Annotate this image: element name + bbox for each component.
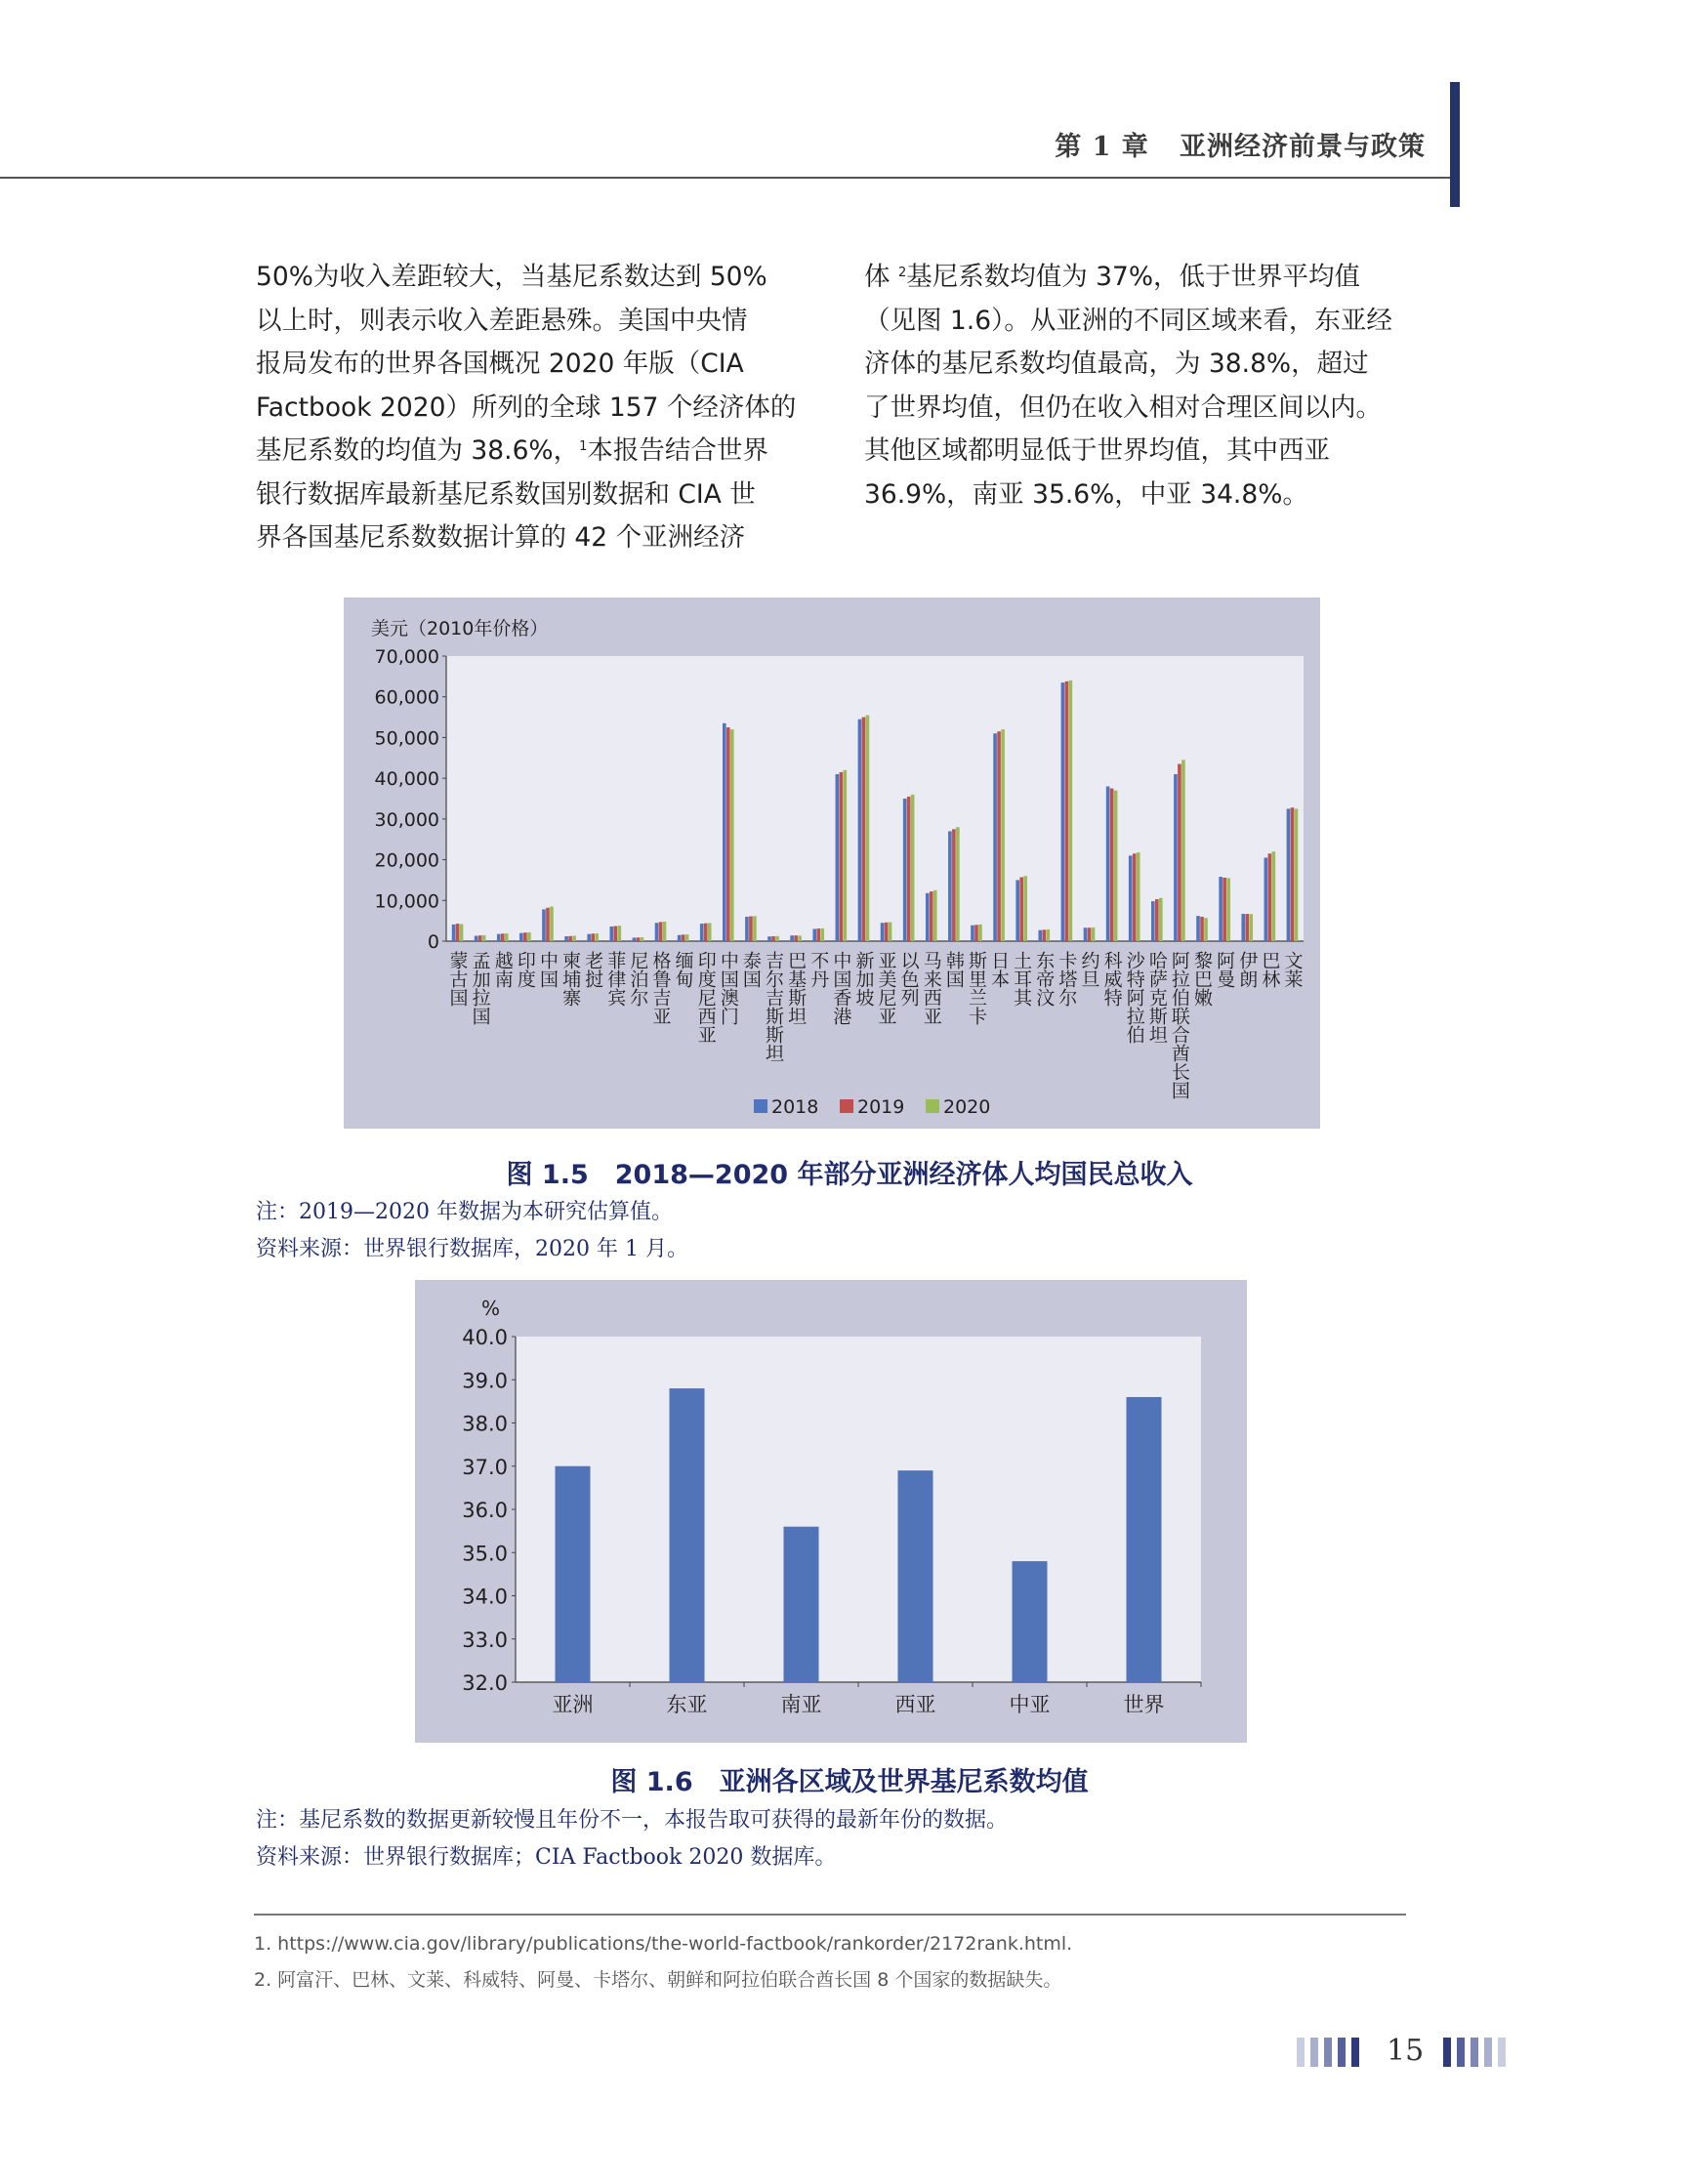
x-tick-label: 黎巴嫩 [1191, 951, 1214, 1007]
x-tick-label: 柬埔寨 [559, 951, 582, 1007]
stripe [1338, 2038, 1346, 2067]
bar-2020 [1046, 929, 1050, 941]
text-line: Factbook 2020）所列的全球 157 个经济体的 [256, 391, 797, 423]
bar-2020 [730, 729, 734, 941]
bar-2018 [564, 936, 568, 941]
text-line: 银行数据库最新基尼系数国别数据和 CIA 世 [256, 478, 756, 510]
stripe [1324, 2038, 1332, 2067]
y-tick-label: 30,000 [374, 808, 439, 831]
bar-2018 [903, 799, 907, 941]
bar-2018 [971, 926, 974, 941]
x-tick-label: 世界 [1123, 1693, 1165, 1716]
bar-2018 [881, 923, 885, 941]
y-tick-label: 32.0 [462, 1671, 508, 1695]
bar-2020 [911, 795, 915, 941]
y-tick-label: 37.0 [462, 1455, 508, 1479]
y-tick-label: 20,000 [374, 849, 439, 872]
bar-2020 [775, 936, 779, 941]
figure-1-5-caption: 图 1.5 2018—2020 年部分亚洲经济体人均国民总收入 [506, 1160, 1193, 1190]
text-fragment: 体 [864, 262, 891, 292]
x-tick-label: 阿拉伯联合酋长国 [1168, 951, 1190, 1099]
bar-2020 [1092, 927, 1096, 941]
bar-2020 [708, 923, 712, 941]
bar-2020 [641, 937, 644, 941]
x-tick-label: 中国 [536, 951, 559, 988]
bar-2019 [568, 936, 572, 941]
figure-1-5-source: 资料来源：世界银行数据库，2020 年 1 月。 [256, 1237, 688, 1261]
x-tick-label: 吉尔吉斯斯坦 [763, 951, 785, 1062]
bar-2020 [572, 936, 576, 941]
bar-2019 [478, 935, 482, 941]
bar-2020 [889, 923, 892, 941]
x-tick-label: 土耳其 [1011, 951, 1033, 1007]
stripe [1297, 2038, 1305, 2067]
bar-2018 [1287, 808, 1291, 941]
bar-2018 [452, 925, 456, 941]
bar-2019 [456, 924, 460, 941]
x-tick-label: 南亚 [780, 1693, 822, 1716]
y-tick-label: 36.0 [462, 1499, 508, 1522]
bar-2019 [1110, 789, 1114, 941]
y-tick-label: 34.0 [462, 1585, 508, 1609]
text-line: （见图 1.6）。从亚洲的不同区域来看，东亚经 [864, 305, 1392, 336]
y-tick-label: 10,000 [374, 890, 439, 913]
bar-2020 [1137, 852, 1140, 941]
stripe [1351, 2038, 1359, 2067]
bar-2019 [1042, 929, 1046, 941]
bar-2018 [633, 937, 637, 941]
bar-2020 [460, 924, 464, 941]
x-tick-label: 中亚 [1009, 1693, 1051, 1716]
text-fragment: 本报告结合世界 [587, 435, 768, 466]
y-tick-label: 0 [427, 931, 439, 953]
figure-1-6-caption: 图 1.6 亚洲各区域及世界基尼系数均值 [610, 1767, 1089, 1797]
bar-2020 [933, 890, 937, 941]
bar-2018 [790, 935, 794, 941]
bar-2018 [1015, 880, 1019, 941]
bar-2020 [753, 916, 757, 941]
bar-2019 [816, 928, 820, 941]
stripe [1498, 2038, 1506, 2067]
bar-2019 [930, 891, 933, 941]
bar-2019 [974, 925, 978, 941]
x-tick-label: 以色列 [897, 951, 920, 1007]
bar-2018 [1038, 930, 1042, 941]
bar-2018 [1084, 927, 1088, 941]
bar-2020 [685, 934, 689, 941]
footnote-ref-1[interactable]: 1 [579, 439, 588, 454]
bar-2019 [1200, 917, 1204, 941]
x-tick-label: 巴基斯坦 [785, 951, 808, 1025]
y-tick-label: 50,000 [374, 727, 439, 750]
bar-2019 [840, 772, 844, 941]
bar-2020 [1295, 808, 1299, 941]
bar-2020 [527, 932, 531, 941]
body-column-right [864, 256, 1421, 516]
bar-2018 [1219, 877, 1222, 941]
x-tick-label: 斯里兰卡 [965, 951, 987, 1025]
x-tick-label: 孟加拉国 [469, 951, 491, 1025]
bar-2020 [505, 933, 509, 941]
figure-1-6-source: 资料来源：世界银行数据库；CIA Factbook 2020 数据库。 [256, 1845, 837, 1870]
chapter-number: 第 1 章 [1055, 132, 1149, 162]
x-tick-label: 东帝汶 [1033, 951, 1056, 1007]
stripe [1471, 2038, 1478, 2067]
y-tick-label: 40.0 [462, 1326, 508, 1349]
footnote-rule [254, 1914, 1406, 1916]
x-tick-label: 印度尼西亚 [694, 951, 717, 1044]
bar-2018 [1151, 901, 1155, 941]
text-line: 报局发布的世界各国概况 2020 年版（CIA [256, 349, 744, 379]
bar-2019 [1222, 878, 1226, 941]
figure-1-6-note: 注：基尼系数的数据更新较慢且年份不一，本报告取可获得的最新年份的数据。 [256, 1808, 1009, 1833]
bar-2018 [497, 934, 501, 941]
y-tick-label: 60,000 [374, 686, 439, 709]
bar [898, 1470, 933, 1682]
x-tick-label: 沙特阿拉伯 [1123, 951, 1145, 1044]
text-line: 界各国基尼系数数据计算的 42 个亚洲经济 [256, 522, 746, 553]
bar-2018 [519, 933, 523, 941]
bar-2018 [1241, 914, 1245, 941]
bar-2018 [700, 924, 704, 941]
running-header [976, 125, 1426, 163]
text-line: 50%为收入差距较大，当基尼系数达到 50% [256, 262, 767, 292]
x-tick-label: 约旦 [1078, 951, 1100, 988]
y-tick-label: 38.0 [462, 1412, 508, 1436]
x-tick-label: 中国香港 [830, 951, 852, 1025]
plot-area [516, 1337, 1201, 1682]
bar-2020 [798, 935, 802, 941]
legend-swatch-2020 [926, 1099, 939, 1113]
page-number: 15 [1387, 2034, 1425, 2068]
bar-2018 [767, 936, 771, 941]
x-tick-label: 越南 [491, 951, 514, 988]
bar-2020 [595, 933, 599, 941]
bar-2019 [546, 908, 550, 941]
gni-per-capita-chart [344, 598, 1320, 1129]
header-accent-bar [1450, 82, 1460, 207]
bar-2020 [978, 925, 982, 941]
bar-2019 [1155, 899, 1159, 941]
y-tick-label: 40,000 [374, 768, 439, 791]
text-fragment: 基尼系数均值为 37%，低于世界平均值 [906, 262, 1361, 292]
bar-2019 [591, 933, 595, 941]
y-tick-label: 70,000 [374, 646, 439, 668]
bar-2019 [613, 927, 617, 941]
bar-2019 [501, 933, 505, 941]
bar-2020 [866, 715, 870, 941]
y-axis-label: % [481, 1297, 501, 1320]
x-tick-label: 中国澳门 [717, 951, 739, 1025]
x-tick-label: 不丹 [808, 951, 830, 988]
text-line: 以上时，则表示收入差距悬殊。美国中央情 [256, 305, 748, 336]
bar-2020 [550, 907, 554, 941]
bar-2019 [1268, 853, 1272, 941]
bar-2019 [704, 924, 708, 941]
text-line: 济体的基尼系数均值最高，为 38.8%，超过 [864, 349, 1369, 379]
bar [670, 1388, 705, 1682]
bar-2018 [1196, 916, 1200, 941]
bar-2019 [1019, 878, 1023, 941]
bar-2020 [1249, 914, 1253, 941]
bar-2020 [1226, 878, 1230, 941]
bar-2019 [659, 922, 663, 941]
bar-2019 [862, 718, 866, 941]
bar-2020 [956, 827, 960, 941]
legend-label-2019: 2019 [857, 1096, 905, 1118]
y-tick-label: 39.0 [462, 1369, 508, 1393]
stripe [1457, 2038, 1465, 2067]
bar-2020 [1023, 876, 1027, 941]
x-tick-label: 印度 [514, 951, 536, 988]
x-tick-label: 格鲁吉亚 [649, 951, 672, 1025]
body-column-left [256, 256, 812, 560]
x-tick-label: 缅甸 [672, 951, 694, 988]
x-tick-label: 马来西亚 [920, 951, 942, 1025]
bar-2020 [1181, 760, 1185, 941]
bar-2018 [587, 934, 591, 941]
bar-2019 [1245, 914, 1249, 941]
bar-2018 [1174, 774, 1178, 941]
bar-2019 [771, 936, 775, 941]
legend-label-2020: 2020 [943, 1096, 991, 1118]
bar-2018 [655, 923, 659, 941]
stripe [1310, 2038, 1318, 2067]
stripe [1443, 2038, 1451, 2067]
bar-2020 [1001, 729, 1005, 941]
bar-2018 [723, 723, 726, 941]
x-tick-label: 卡塔尔 [1056, 951, 1078, 1007]
bar-2018 [745, 917, 749, 941]
bar-2019 [637, 937, 641, 941]
bar-2018 [1061, 682, 1065, 941]
footnote-2: 2. 阿富汗、巴林、文莱、科威特、阿曼、卡塔尔、朝鲜和阿拉伯联合酋长国 8 个国家的数据缺失。 [254, 1969, 1062, 1991]
chapter-title: 亚洲经济前景与政策 [1180, 132, 1426, 162]
bar-2020 [1272, 851, 1276, 941]
bar-2019 [997, 731, 1001, 941]
legend-swatch-2018 [754, 1099, 767, 1113]
x-tick-label: 新加坡 [852, 951, 875, 1007]
x-tick-label: 亚洲 [552, 1693, 594, 1716]
bar-2018 [926, 893, 930, 941]
bar-2020 [1159, 898, 1163, 941]
bar-2019 [682, 934, 685, 941]
x-tick-label: 伊朗 [1236, 951, 1259, 988]
legend-swatch-2019 [840, 1099, 853, 1113]
x-tick-label: 哈萨克斯坦 [1145, 951, 1168, 1044]
bar-2018 [836, 774, 840, 941]
y-axis-label: 美元（2010年价格） [371, 618, 549, 639]
text-line [256, 430, 812, 474]
bar-2020 [844, 770, 848, 941]
bar-2019 [907, 797, 911, 941]
bar-2019 [726, 727, 730, 941]
bar-2018 [475, 936, 478, 941]
x-tick-label: 泰国 [739, 951, 762, 988]
text-line: 了世界均值，但仍在收入相对合理区间以内。 [864, 391, 1382, 423]
x-tick-label: 日本 [988, 951, 1011, 988]
bar-2019 [1065, 681, 1069, 941]
y-tick-label: 35.0 [462, 1542, 508, 1566]
stripe [1484, 2038, 1492, 2067]
y-tick-label: 33.0 [462, 1628, 508, 1652]
bar-2020 [617, 926, 621, 941]
x-tick-label: 科威特 [1100, 951, 1123, 1007]
footnote-1: 1. https://www.cia.gov/library/publications/the-world-factbook/rankorder/2172rank.html. [254, 1933, 1073, 1955]
bar-2018 [993, 733, 997, 941]
bar [784, 1527, 819, 1682]
bar-2018 [1129, 855, 1133, 941]
bar [1013, 1561, 1048, 1682]
bar-2019 [1291, 807, 1295, 941]
bar-2018 [609, 927, 613, 941]
gini-coefficient-chart [415, 1280, 1247, 1743]
bar-2019 [1133, 853, 1137, 941]
figure-1-5-note: 注：2019—2020 年数据为本研究估算值。 [256, 1200, 673, 1224]
text-line: 其他区域都明显低于世界均值，其中西亚 [864, 435, 1330, 466]
text-line: 36.9%，南亚 35.6%，中亚 34.8%。 [864, 478, 1308, 510]
bar-2020 [1204, 918, 1208, 941]
text-line [864, 256, 1421, 300]
bar-2019 [794, 935, 798, 941]
x-tick-label: 文莱 [1281, 951, 1304, 988]
x-tick-label: 菲律宾 [604, 951, 627, 1007]
bar-2018 [858, 720, 862, 941]
x-tick-label: 巴林 [1259, 951, 1281, 988]
bar-2020 [482, 935, 486, 941]
x-tick-label: 阿曼 [1214, 951, 1236, 988]
bar-2018 [948, 831, 952, 941]
header-rule [0, 177, 1455, 179]
x-tick-label: 东亚 [666, 1693, 708, 1716]
bar-2018 [1264, 857, 1268, 941]
x-tick-label: 亚美尼亚 [875, 951, 897, 1025]
bar-2020 [820, 928, 824, 941]
x-tick-label: 西亚 [894, 1693, 936, 1716]
bar-2018 [678, 935, 682, 941]
text-fragment: 基尼系数的均值为 38.6%， [256, 435, 580, 466]
bar [1127, 1397, 1162, 1682]
bar-2019 [1088, 927, 1092, 941]
bar-2018 [1106, 786, 1110, 941]
bar-2018 [542, 909, 546, 941]
bar-2018 [812, 928, 816, 941]
bar-2019 [749, 917, 753, 941]
x-tick-label: 尼泊尔 [627, 951, 649, 1007]
bar-2019 [523, 932, 527, 941]
bar-2019 [1178, 764, 1181, 941]
footnote-ref-2[interactable]: 2 [897, 266, 907, 280]
x-tick-label: 韩国 [942, 951, 965, 988]
bar-2020 [1114, 791, 1118, 941]
bar-2020 [1069, 680, 1073, 941]
bar-2020 [663, 922, 667, 941]
bar-2019 [952, 829, 956, 941]
bar [556, 1466, 591, 1682]
bar-2019 [885, 923, 889, 941]
x-tick-label: 老挝 [582, 951, 604, 988]
legend-label-2018: 2018 [771, 1096, 819, 1118]
x-tick-label: 蒙古国 [446, 951, 469, 1007]
